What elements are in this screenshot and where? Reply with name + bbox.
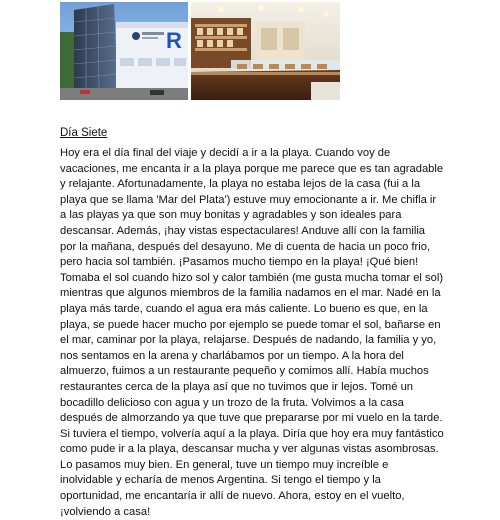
shop-interior-photo (191, 2, 340, 100)
mall-sign-letter: R (166, 28, 182, 53)
shopping-mall-exterior-photo (60, 2, 188, 100)
page-title: Día Siete (60, 127, 108, 139)
body-paragraph: Hoy era el día final del viaje y decidí a ir a la playa. Cuando voy de vacaciones, me encanta ir a la playa porque me parece que es tan agradable y relajante. Afortunadamente, la playa no estaba lejos de la casa (fui a la playa que se llama 'Mar del Plata') estuve muy emocionante a ir. Me chifla ir a las playas ya que son muy bonitas y agradables y son ideales para descansar. Además, ¡hay vistas espectaculares! Anduve allí con la familia por la mañana, después del desayuno. Me di cuenta de hacia un poco frio, pero hacia sol también. ¡Pasamos mucho tiempo en la playa! ¡Qué bien! Tomaba el sol cuando hizo sol y calor también (me gusta mucha tomar el sol) mientras que algunos miembros de la familia nadamos en el mar. Nadé en la playa más tarde, cuando el agua era más caliente. Lo bueno es que, en la playa, se puede hacer mucho por ejemplo se puede tomar el sol, bañarse en el mar, caminar por la playa, relajarse. Después de nadando, la familia y yo, nos sentamos en la arena y charlábamos por un tiempo. A la hora del almuerzo, fuimos a un restaurante pequeño y comimos allí. Había muchos restaurantes cerca de la playa así que no tuvimos que ir lejos. Tomé un bocadillo delicioso con agua y un trozo de la fruta. Volvimos a la casa después de almorzando ya que tuve que prepararse por mi vuelo en la tarde. Si tuviera el tiempo, volvería aquí a la playa. Diría que hoy era muy fantástico como pude ir a la playa, descansar mucha y ver algunas vistas asombrosas. Lo pasamos muy bien. En general, tuve un tiempo muy increíble e inolvidable y echaría de menos Argentina. Si tengo el tiempo y la oportunidad, me encantaría ir allí de nuevo. Ahora, estoy en el vuelto, ¡volviendo a casa! (60, 147, 444, 518)
photo-strip (60, 2, 340, 100)
